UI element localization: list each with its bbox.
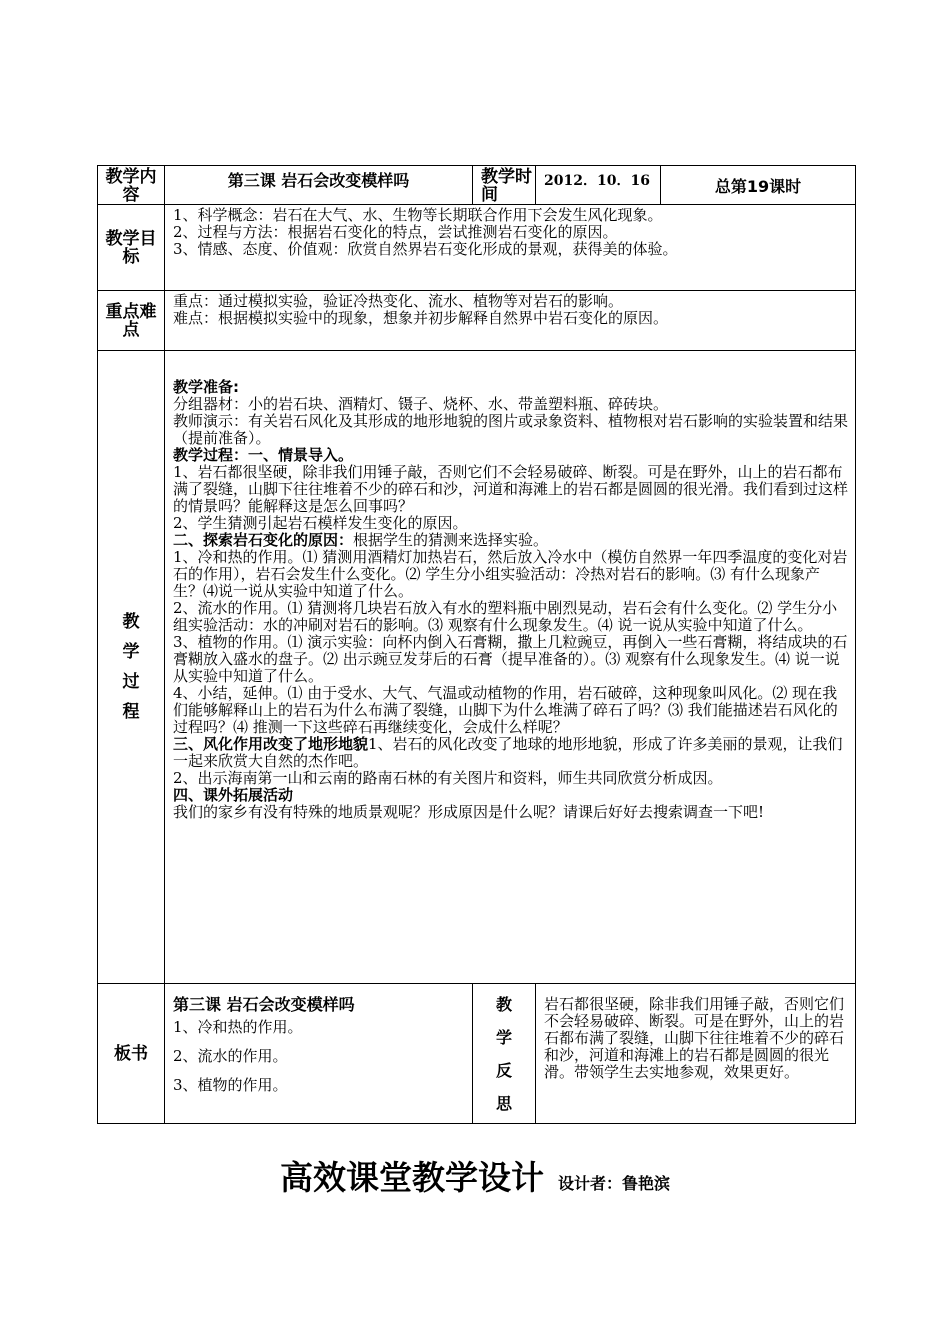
goals-row [98, 205, 856, 291]
process-heading: 教学过程：一、情景导入。 [173, 446, 354, 464]
focus-label: 重点难点 [98, 291, 165, 351]
board-content [165, 984, 473, 1124]
process-row [98, 351, 856, 984]
reflection-text: 岩石都很坚硬，除非我们用锤子敲，否则它们不会轻易破碎、断裂。可是在野外，山上的岩石都布满了裂缝，山脚下往往堆着不少的碎石和沙，河道和海滩上的岩石都是圆圆的很光滑。带领学生去实地参观，效果更好。 [544, 995, 845, 1081]
board-item: 1、冷和热的作用。 [173, 1018, 303, 1036]
time-label: 教学时间 [473, 166, 536, 205]
goals-content [165, 205, 856, 291]
process-content [165, 351, 856, 984]
header-row [98, 166, 856, 205]
board-item: 3、植物的作用。 [173, 1076, 288, 1094]
weather-heading: 三、风化作用改变了地形地貌 [173, 735, 369, 753]
board-item: 2、流水的作用。 [173, 1047, 288, 1065]
explore-heading-rest: 根据学生的猜测来选择实验。 [353, 531, 549, 549]
content-label: 教学内容 [98, 166, 165, 205]
lesson-date: 2012．10．16 [536, 166, 661, 205]
intro-paragraph: 2、学生猜测引起岩石模样发生变化的原因。 [173, 514, 468, 532]
goal-item: 2、过程与方法：根据岩石变化的特点，尝试推测岩石变化的原因。 [173, 223, 618, 241]
goals-label: 教学目标 [98, 205, 165, 291]
reflection-label: 教 学 反 思 [473, 984, 536, 1124]
difficulty-point: 难点：根据模拟实验中的现象，想象并初步解释自然界中岩石变化的原因。 [173, 309, 669, 327]
period-count: 总第19课时 [661, 166, 856, 205]
goal-item: 3、情感、态度、价值观：欣赏自然界岩石变化形成的景观，获得美的体验。 [173, 240, 678, 258]
footer-designer: 设计者：鲁艳滨 [557, 1174, 670, 1193]
intro-paragraph: 1、岩石都很坚硬，除非我们用锤子敲，否则它们不会轻易破碎、断裂。可是在野外，山上的岩石都布满了裂缝，山脚下往往堆着不少的碎石和沙，河道和海滩上的岩石都是圆圆的很光滑。我们看到过这样的情景吗？能解释这是怎么回事吗？ [173, 463, 849, 515]
process-label: 教 学 过 程 [98, 351, 165, 984]
focus-row [98, 291, 856, 351]
weather-item: 1、岩石的风化改变了地球的地形地貌，形成了许多美丽的景观，让我们一起来欣赏大自然的杰作吧。 [173, 735, 843, 770]
explore-heading: 二、探索岩石变化的原因： [173, 531, 354, 549]
extension-heading: 四、课外拓展活动 [173, 786, 294, 804]
prep-item: 分组器材：小的岩石块、酒精灯、镊子、烧杯、水、带盖塑料瓶、碎砖块。 [173, 395, 669, 413]
explore-heading-line [173, 532, 849, 549]
board-title: 第三课 岩石会改变模样吗 [173, 995, 355, 1014]
explore-item: 4、小结，延伸。⑴ 由于受水、大气、气温或动植物的作用，岩石破碎，这种现象叫风化。⑵ 现在我们能够解释山上的岩石为什么布满了裂缝，山脚下为什么堆满了碎石了吗？⑶ 我们能描述岩石风化的过程吗？⑷ 推测一下这些碎石再继续变化，会成什么样呢？ [173, 684, 838, 736]
reflection-content [536, 984, 856, 1124]
board-row [98, 984, 856, 1124]
goal-item: 1、科学概念：岩石在大气、水、生物等长期联合作用下会发生风化现象。 [173, 206, 663, 224]
lesson-title: 第三课 岩石会改变模样吗 [165, 166, 473, 205]
explore-item: 3、植物的作用。⑴ 演示实验：向杯内倒入石膏糊，撒上几粒豌豆，再倒入一些石膏糊，将结成块的石膏糊放入盛水的盘子。⑵ 出示豌豆发芽后的石膏（提早准备的）。⑶ 观察有什么现象发生。⑷ 说一说从实验中知道了什么。 [173, 633, 848, 685]
prep-heading: 教学准备: [173, 378, 239, 396]
explore-item: 2、流水的作用。⑴ 猜测将几块岩石放入有水的塑料瓶中剧烈晃动，岩石会有什么变化。⑵ 学生分小组实验活动：水的冲刷对岩石的影响。⑶ 观察有什么现象发生。⑷ 说一说从实验中知道了什么。 [173, 599, 838, 634]
lesson-plan-table [97, 165, 856, 1124]
weather-item: 2、出示海南第一山和云南的路南石林的有关图片和资料，师生共同欣赏分析成因。 [173, 769, 723, 787]
footer-title: 高效课堂教学设计 [279, 1158, 544, 1197]
weather-line [173, 736, 849, 770]
key-point: 重点：通过模拟实验，验证冷热变化、流水、植物等对岩石的影响。 [173, 292, 624, 310]
explore-item: 1、冷和热的作用。⑴ 猜测用酒精灯加热岩石，然后放入冷水中（模仿自然界一年四季温度的变化对岩石的作用），岩石会发生什么变化。⑵ 学生分小组实验活动：冷热对岩石的影响。⑶ 有什么现象产生？⑷说一说从实验中知道了什么。 [173, 548, 848, 600]
focus-content [165, 291, 856, 351]
prep-item: 教师演示：有关岩石风化及其形成的地形地貌的图片或录象资料、植物根对岩石影响的实验装置和结果（提前准备）。 [173, 412, 849, 447]
board-label: 板书 [98, 984, 165, 1124]
extension-text: 我们的家乡有没有特殊的地质景观呢？形成原因是什么呢？请课后好好去搜索调查一下吧! [173, 803, 765, 821]
page-footer [0, 1152, 950, 1199]
